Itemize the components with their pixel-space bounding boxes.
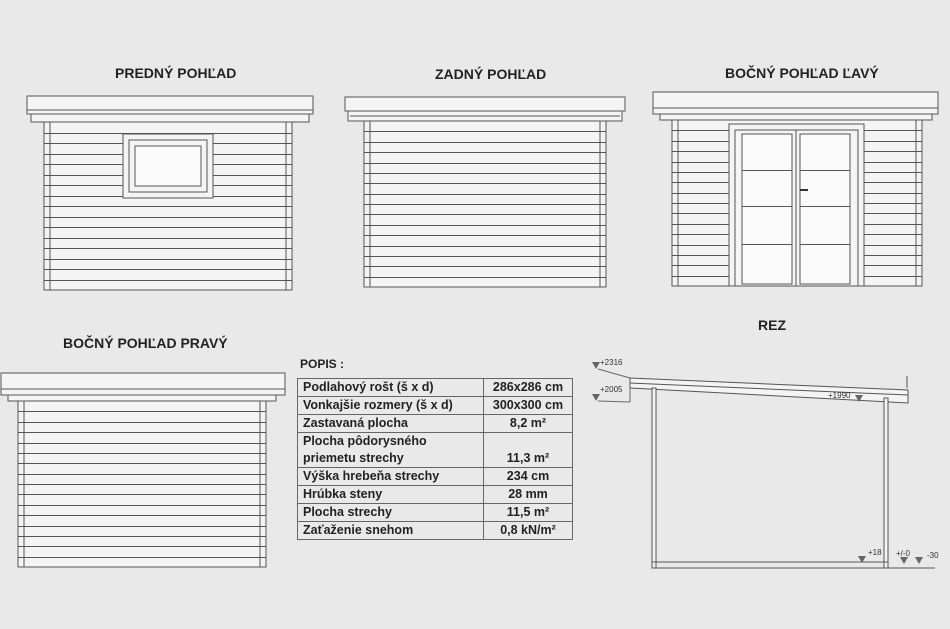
spec-value: 0,8 kN/m² [484,522,573,540]
table-row [298,415,573,433]
spec-label-line1: Plocha pôdorysného [303,434,427,448]
spec-value: 300x300 cm [484,397,573,415]
spec-label [298,433,484,468]
level-label-2316: +2316 [600,358,623,367]
popis-title: POPIS : [300,357,345,371]
section-view-title: REZ [758,317,786,333]
table-row [298,504,573,522]
level-label-minus30: -30 [927,551,939,560]
table-row [298,379,573,397]
spec-label-line2: priemetu strechy [303,451,404,465]
spec-label: Plocha strechy [298,504,484,522]
spec-value: 286x286 cm [484,379,573,397]
spec-value: 234 cm [484,468,573,486]
specification-table [297,378,573,540]
table-row [298,522,573,540]
level-label-0: +/-0 [896,549,911,558]
spec-label: Výška hrebeňa strechy [298,468,484,486]
table-row [298,486,573,504]
table-row [298,433,573,468]
level-marker-icon [915,557,923,564]
spec-label: Hrúbka steny [298,486,484,504]
spec-value: 11,3 m² [484,433,573,468]
level-marker-icon [592,394,600,401]
spec-label: Podlahový rošt (š x d) [298,379,484,397]
left-side-view-title: BOČNÝ POHĽAD ĽAVÝ [725,65,879,81]
back-view-title: ZADNÝ POHĽAD [435,66,547,82]
table-row [298,397,573,415]
spec-value: 11,5 m² [484,504,573,522]
right-side-view-title: BOČNÝ POHĽAD PRAVÝ [63,335,228,351]
spec-label: Zastavaná plocha [298,415,484,433]
level-label-1990: +1990 [828,391,851,400]
front-view-title: PREDNÝ POHĽAD [115,65,237,81]
level-marker-icon [592,362,600,369]
spec-value: 28 mm [484,486,573,504]
spec-value: 8,2 m² [484,415,573,433]
spec-label: Zaťaženie snehom [298,522,484,540]
level-label-2005: +2005 [600,385,623,394]
spec-label: Vonkajšie rozmery (š x d) [298,397,484,415]
table-row [298,468,573,486]
level-label-18: +18 [868,548,882,557]
level-marker-icon [900,557,908,564]
